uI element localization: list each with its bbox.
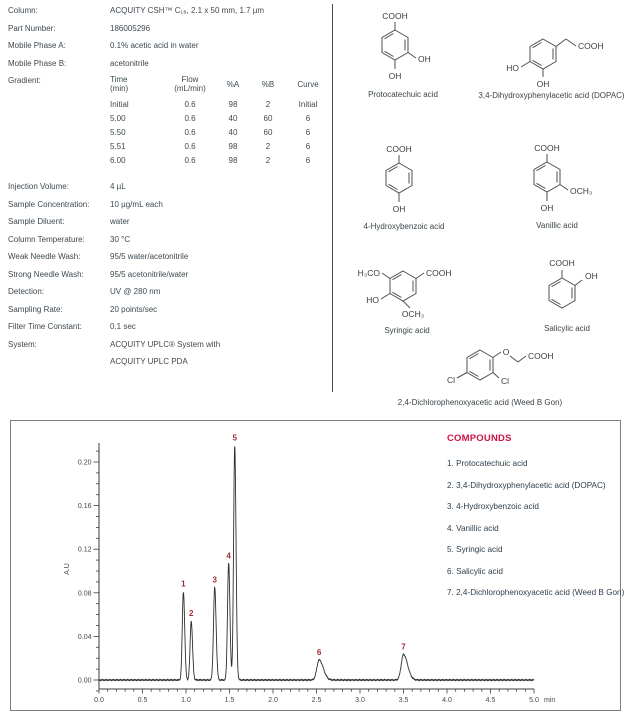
legend-title: COMPOUNDS [447, 433, 512, 444]
svg-text:0.00: 0.00 [77, 677, 92, 685]
legend-item: 2. 3,4-Dihydroxyphenylacetic acid (DOPAC) [447, 480, 606, 490]
svg-text:0.12: 0.12 [77, 546, 92, 554]
config-row-system: System: ACQUITY UPLC® System with ACQUITY UPLC PDA [8, 339, 221, 366]
svg-text:3.5: 3.5 [398, 697, 409, 704]
config-row-sample-diluent: Sample Diluent: water [8, 217, 130, 226]
legend-item: 7. 2,4-Dichlorophenoxyacetic acid (Weed B Gon) [447, 588, 625, 597]
atom-label: OCH₃ [401, 309, 425, 319]
config-value: acetonitrile [110, 58, 149, 68]
compounds-legend [447, 433, 623, 604]
legend-item: 5. Syringic acid [447, 545, 503, 554]
legend-item: 4. Vanillic acid [447, 523, 499, 533]
gradient-row: 5.51 0.6 98 2 6 [110, 142, 311, 151]
svg-text:0.5: 0.5 [137, 697, 148, 704]
config-value: 0.1% acetic acid in water [110, 41, 199, 50]
config-row-detection: Detection: UV @ 280 nm [8, 287, 161, 296]
svg-text:1.5: 1.5 [224, 697, 235, 704]
structure-caption: Syringic acid [384, 326, 430, 335]
atom-label: OH [585, 271, 598, 281]
atom-label: HO [506, 63, 519, 73]
chromatogram-panel [10, 420, 625, 711]
method-conditions-panel [8, 2, 332, 371]
config-label: Column: [8, 6, 38, 15]
atom-label: OH [540, 203, 554, 213]
legend-item: 6. Salicylic acid [447, 566, 503, 576]
structure-drawing [402, 332, 630, 396]
config-row-strong-needle-wash: Strong Needle Wash: 95/5 acetonitrile/water [8, 269, 189, 279]
svg-text:5: 5 [232, 433, 237, 443]
atom-label: OCH₃ [570, 186, 593, 196]
svg-text:2.0: 2.0 [268, 697, 278, 704]
structure-drawing [502, 245, 627, 325]
structure-4-hydroxybenzoic-acid [334, 136, 464, 220]
atom-label: COOH [528, 351, 554, 361]
svg-text:2.5: 2.5 [311, 697, 322, 704]
svg-text:0.16: 0.16 [77, 503, 92, 511]
config-row-part-number [8, 20, 332, 38]
atom-label: HO [366, 295, 379, 305]
gradient-col-time: Time (min) [110, 75, 129, 93]
config-label: Mobile Phase A: [8, 41, 66, 50]
atom-label: COOH [386, 144, 412, 154]
atom-label: O [502, 347, 510, 357]
structure-drawing [323, 248, 493, 326]
structure-caption: Protocatechuic acid [368, 90, 438, 99]
structure-24d [402, 332, 630, 396]
structure-caption: Salicylic acid [544, 324, 590, 333]
gradient-row: 5.00 0.6 40 60 6 [110, 114, 311, 123]
gradient-row: 5.50 0.6 40 60 6 [110, 128, 311, 137]
config-label: Gradient: [8, 76, 41, 85]
gradient-col-curve: Curve [297, 79, 319, 89]
gradient-col-pct-a: %A [226, 79, 240, 89]
legend-item: 1. Protocatechuic acid [447, 459, 528, 468]
config-row-mobile-phase-a [8, 37, 332, 55]
svg-text:1: 1 [181, 579, 186, 589]
config-row-column [8, 2, 332, 20]
svg-text:0.08: 0.08 [77, 590, 92, 598]
config-label: Mobile Phase B: [8, 58, 67, 68]
structure-protocatechuic-acid [330, 5, 460, 89]
svg-text:0.20: 0.20 [77, 459, 92, 467]
gradient-col-pct-b: %B [261, 79, 275, 89]
svg-text:4.5: 4.5 [485, 697, 496, 704]
structure-salicylic-acid [502, 245, 627, 325]
config-value: 186005296 [110, 23, 151, 33]
config-row-gradient [8, 72, 332, 178]
config-row-column-temperature: Column Temperature: 30 °C [8, 234, 131, 244]
legend-item: 3. 4-Hydroxybenzoic acid [447, 502, 539, 511]
atom-label: COOH [549, 258, 575, 268]
atom-label: OH [536, 79, 550, 89]
structure-caption: 2,4-Dichlorophenoxyacetic acid (Weed B Gon) [397, 398, 563, 407]
svg-text:A.U: A.U [64, 563, 71, 575]
atom-label: Cl [501, 376, 510, 386]
svg-text:min: min [544, 697, 556, 704]
structure-drawing [334, 136, 464, 220]
gradient-table [110, 72, 332, 178]
atom-label: COOH [578, 41, 604, 51]
gradient-row: Initial 0.6 98 2 Initial [110, 100, 318, 109]
svg-text:3: 3 [212, 575, 217, 585]
structure-caption: Vanillic acid [536, 221, 578, 230]
atom-label: OH [418, 54, 431, 64]
gradient-row: 6.00 0.6 98 2 6 [110, 156, 311, 165]
atom-label: OH [388, 71, 402, 81]
structure-caption: 3,4-Dihydroxyphenylacetic acid (DOPAC) [478, 91, 625, 100]
config-row-sample-concentration: Sample Concentration: 10 µg/mL each [8, 199, 163, 209]
svg-text:0.04: 0.04 [77, 633, 92, 641]
svg-text:4: 4 [226, 551, 231, 561]
svg-text:1.0: 1.0 [181, 697, 191, 704]
gradient-table-header [110, 75, 332, 93]
structure-drawing [465, 8, 631, 92]
svg-text:4.0: 4.0 [442, 697, 452, 704]
svg-text:0.0: 0.0 [94, 697, 104, 704]
config-row-injection-volume: Injection Volume: 4 µL [8, 182, 126, 191]
config-value: ACQUITY CSH™ C₁₈, 2.1 x 50 mm, 1.7 µm [110, 6, 265, 15]
structure-syringic-acid [323, 248, 493, 326]
atom-label: COOH [534, 143, 560, 153]
svg-text:6: 6 [316, 647, 322, 657]
structure-dopac [465, 8, 631, 92]
structure-caption: 4-Hydroxybenzoic acid [363, 222, 445, 231]
config-label: Part Number: [8, 23, 56, 33]
structure-drawing [330, 5, 460, 89]
svg-text:5.0: 5.0 [529, 697, 539, 704]
config-row-weak-needle-wash: Weak Needle Wash: 95/5 water/acetonitrile [8, 252, 189, 261]
atom-label: H₃CO [357, 268, 380, 278]
svg-text:3.0: 3.0 [355, 697, 365, 704]
config-row-filter-time-constant: Filter Time Constant: 0.1 sec [8, 322, 136, 331]
svg-text:7: 7 [401, 642, 406, 652]
config-row-mobile-phase-b [8, 55, 332, 73]
gradient-col-flow: Flow (mL/min) [174, 75, 206, 93]
atom-label: COOH [382, 11, 408, 21]
config-row-sampling-rate: Sampling Rate: 20 points/sec [8, 304, 158, 314]
atom-label: COOH [426, 268, 452, 278]
atom-label: OH [392, 204, 406, 214]
structure-drawing [485, 135, 625, 219]
svg-text:2: 2 [188, 609, 194, 619]
structure-vanillic-acid [485, 135, 625, 219]
atom-label: Cl [446, 375, 455, 385]
